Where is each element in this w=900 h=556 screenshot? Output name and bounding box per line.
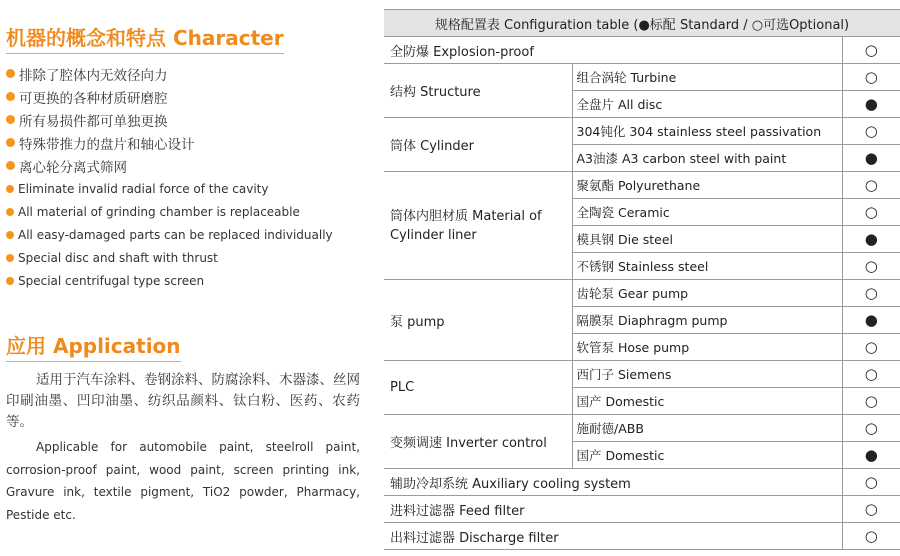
character-title: 机器的概念和特点 Character xyxy=(6,25,284,54)
optional-mark: ○ xyxy=(842,415,900,442)
feature-text: All easy-damaged parts can be replaced individually xyxy=(18,227,333,242)
feature-item xyxy=(6,154,364,177)
option-cell: 组合涡轮 Turbine xyxy=(572,64,842,91)
optional-mark: ○ xyxy=(842,388,900,415)
left-column xyxy=(6,0,364,556)
table-header-row xyxy=(384,10,900,37)
optional-mark: ○ xyxy=(842,334,900,361)
feature-text: Special centrifugal type screen xyxy=(18,273,205,288)
option-cell: 齿轮泵 Gear pump xyxy=(572,280,842,307)
feature-text: 离心轮分离式筛网 xyxy=(19,159,127,176)
optional-mark: ○ xyxy=(842,64,900,91)
standard-mark: ● xyxy=(842,307,900,334)
option-cell: 国产 Domestic xyxy=(572,442,842,469)
standard-mark: ● xyxy=(842,91,900,118)
feature-item xyxy=(6,223,364,246)
option-cell: 国产 Domestic xyxy=(572,388,842,415)
table-row xyxy=(384,523,900,550)
bullet-icon xyxy=(6,254,14,262)
application-text-cn: 适用于汽车涂料、卷钢涂料、防腐涂料、木器漆、丝网印刷油墨、凹印油墨、纺织品颜料、钛白粉、医药、农药等。 xyxy=(6,372,360,430)
option-cell: A3油漆 A3 carbon steel with paint xyxy=(572,145,842,172)
table-row xyxy=(384,496,900,523)
feature-item xyxy=(6,62,364,85)
table-row xyxy=(384,118,900,145)
category-cell: PLC xyxy=(384,361,572,415)
option-cell: 聚氨酯 Polyurethane xyxy=(572,172,842,199)
category-cell: 变频调速 Inverter control xyxy=(384,415,572,469)
category-cell: 结构 Structure xyxy=(384,64,572,118)
category-cell: 出料过滤器 Discharge filter xyxy=(384,523,842,550)
optional-mark: ○ xyxy=(842,118,900,145)
application-text-en: Applicable for automobile paint, steelroll paint, corrosion-proof paint, wood paint, screen printing ink, Gravure ink, textile pigment, TiO2 powder, Pharmacy, Pestide etc. xyxy=(6,440,360,522)
option-cell: 软管泵 Hose pump xyxy=(572,334,842,361)
optional-mark: ○ xyxy=(842,280,900,307)
feature-text: Eliminate invalid radial force of the cavity xyxy=(18,181,269,196)
feature-text: Special disc and shaft with thrust xyxy=(18,250,218,265)
feature-text: All material of grinding chamber is replaceable xyxy=(18,204,300,219)
optional-mark: ○ xyxy=(842,253,900,280)
category-cell: 筒体 Cylinder xyxy=(384,118,572,172)
configuration-table xyxy=(384,9,900,550)
feature-item xyxy=(6,108,364,131)
feature-item xyxy=(6,200,364,223)
bullet-icon xyxy=(6,161,15,170)
feature-text: 排除了腔体内无效径向力 xyxy=(19,67,168,84)
optional-mark: ○ xyxy=(842,172,900,199)
feature-item xyxy=(6,269,364,292)
bullet-icon xyxy=(6,185,14,193)
standard-mark: ● xyxy=(842,442,900,469)
table-row xyxy=(384,172,900,199)
feature-item xyxy=(6,85,364,108)
table-row xyxy=(384,280,900,307)
feature-item xyxy=(6,131,364,154)
table-row xyxy=(384,361,900,388)
standard-mark: ● xyxy=(842,145,900,172)
bullet-icon xyxy=(6,69,15,78)
bullet-icon xyxy=(6,115,15,124)
optional-mark: ○ xyxy=(842,496,900,523)
category-cell: 筒体内胆材质 Material of Cylinder liner xyxy=(384,172,572,280)
option-cell: 不锈钢 Stainless steel xyxy=(572,253,842,280)
standard-mark: ● xyxy=(842,226,900,253)
bullet-icon xyxy=(6,138,15,147)
optional-mark: ○ xyxy=(842,361,900,388)
table-row xyxy=(384,64,900,91)
table-row xyxy=(384,469,900,496)
option-cell: 全盘片 All disc xyxy=(572,91,842,118)
table-row xyxy=(384,415,900,442)
category-cell: 辅助冷却系统 Auxiliary cooling system xyxy=(384,469,842,496)
bullet-icon xyxy=(6,208,14,216)
option-cell: 隔膜泵 Diaphragm pump xyxy=(572,307,842,334)
option-cell: 西门子 Siemens xyxy=(572,361,842,388)
option-cell: 模具钢 Die steel xyxy=(572,226,842,253)
feature-item xyxy=(6,246,364,269)
feature-text: 特殊带推力的盘片和轴心设计 xyxy=(19,136,195,153)
optional-mark: ○ xyxy=(842,523,900,550)
optional-mark: ○ xyxy=(842,469,900,496)
table-row xyxy=(384,37,900,64)
option-cell: 304钝化 304 stainless steel passivation xyxy=(572,118,842,145)
feature-text: 所有易损件都可单独更换 xyxy=(19,113,168,130)
feature-item xyxy=(6,177,364,200)
option-cell: 全陶瓷 Ceramic xyxy=(572,199,842,226)
feature-text: 可更换的各种材质研磨腔 xyxy=(19,90,168,107)
bullet-icon xyxy=(6,231,14,239)
optional-mark: ○ xyxy=(842,37,900,64)
application-title: 应用 Application xyxy=(6,333,181,362)
bullet-icon xyxy=(6,277,14,285)
optional-mark: ○ xyxy=(842,199,900,226)
category-cell: 泵 pump xyxy=(384,280,572,361)
table-header: 规格配置表 Configuration table (●标配 Standard / ○可选Optional) xyxy=(384,10,900,37)
feature-list xyxy=(6,62,364,292)
category-cell: 进料过滤器 Feed filter xyxy=(384,496,842,523)
option-cell: 施耐德/ABB xyxy=(572,415,842,442)
bullet-icon xyxy=(6,92,15,101)
category-cell: 全防爆 Explosion-proof xyxy=(384,37,842,64)
